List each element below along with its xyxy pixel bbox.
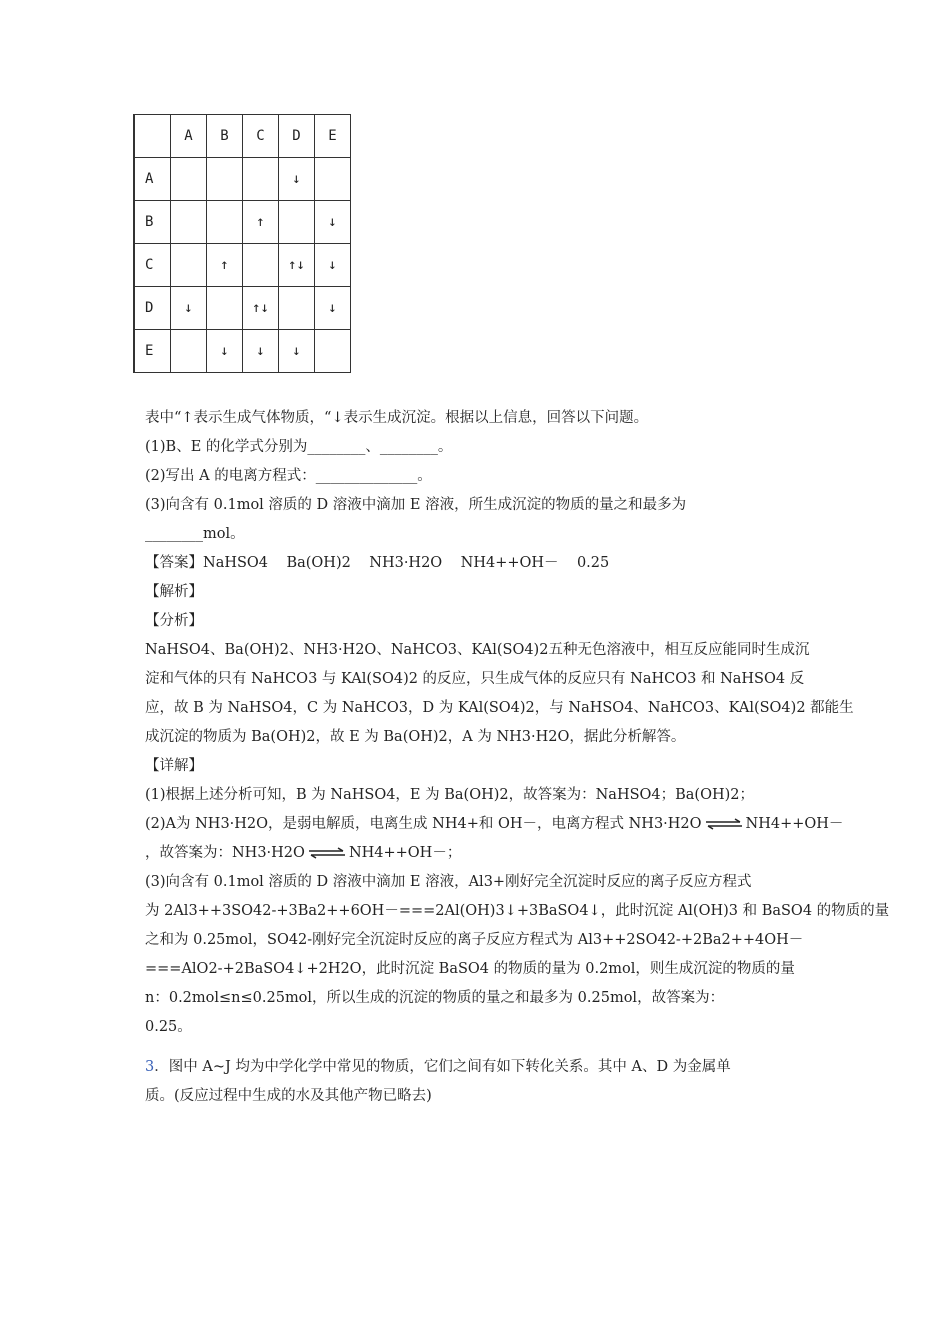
answer-label: 【答案】 <box>145 555 203 571</box>
answer-text: NaHSO4 Ba(OH)2 NH3·H2O NH4++OH－ 0.25 <box>203 555 610 571</box>
row-header: A <box>134 158 171 201</box>
table-cell: ↓ <box>315 287 351 330</box>
reaction-table <box>133 114 351 373</box>
question-number: 3 <box>145 1059 155 1075</box>
reasoning-line-2: 淀和气体的只有 NaHCO3 与 KAl(SO4)2 的反应，只生成气体的反应只有 NaHCO3 和 NaHSO4 反 <box>145 671 805 687</box>
row-header: B <box>134 201 171 244</box>
question-3 <box>145 1053 815 1111</box>
question-3-line-2: 质。(反应过程中生成的水及其他产物已略去) <box>145 1088 432 1104</box>
reasoning-line-1: NaHSO4、Ba(OH)2、NH3·H2O、NaHCO3、KAl(SO4)2五种无色溶液中，相互反应能同时生成沉 <box>145 642 810 658</box>
table-cell <box>315 330 351 373</box>
table-cell <box>207 201 243 244</box>
question-part-3: (3)向含有 0.1mol 溶质的 D 溶液中滴加 E 溶液，所生成沉淀的物质的量之和最多为 <box>145 497 687 513</box>
equilibrium-arrow-icon <box>704 818 744 830</box>
detail-line-3 <box>145 839 815 868</box>
detail-line-6: 之和为 0.25mol，SO42-刚好完全沉淀时反应的离子反应方程式为 Al3++2SO42-+2Ba2++4OH－ <box>145 932 804 948</box>
col-header-a: A <box>171 115 207 158</box>
question-part-2: (2)写出 A 的电离方程式：______________。 <box>145 468 432 484</box>
table-cell <box>171 330 207 373</box>
reasoning-line-4: 成沉淀的物质为 Ba(OH)2，故 E 为 Ba(OH)2，A 为 NH3·H2O，据此分析解答。 <box>145 729 686 745</box>
table-corner-cell <box>134 115 171 158</box>
detail-line-5: 为 2Al3++3SO42-+3Ba2++6OH－===2Al(OH)3↓+3BaSO4↓，此时沉淀 Al(OH)3 和 BaSO4 的物质的量 <box>145 903 890 919</box>
table-cell <box>279 287 315 330</box>
table-cell <box>171 158 207 201</box>
detail-line-8: n：0.2mol≤n≤0.25mol，所以生成的沉淀的物质的量之和最多为 0.25mol，故答案为： <box>145 990 725 1006</box>
table-cell <box>171 201 207 244</box>
detail-line-7: ===AlO2-+2BaSO4↓+2H2O，此时沉淀 BaSO4 的物质的量为 0.2mol，则生成沉淀的物质的量 <box>145 961 795 977</box>
row-header: D <box>134 287 171 330</box>
col-header-b: B <box>207 115 243 158</box>
question-part-3-blank: ________mol。 <box>145 526 245 542</box>
table-row <box>134 158 351 201</box>
col-header-d: D <box>279 115 315 158</box>
row-header: C <box>134 244 171 287</box>
table-cell <box>279 201 315 244</box>
detail-line-4: (3)向含有 0.1mol 溶质的 D 溶液中滴加 E 溶液，Al3+刚好完全沉淀时反应的离子反应方程式 <box>145 874 752 890</box>
table-cell: ↓ <box>243 330 279 373</box>
table-cell: ↓ <box>171 287 207 330</box>
detail-line-2-products: NH4++OH－ <box>745 816 844 832</box>
table-legend-text: 表中“↑表示生成气体物质，“↓表示生成沉淀。根据以上信息，回答以下问题。 <box>145 410 649 426</box>
detail-line-3-products: NH4++OH－； <box>348 845 462 861</box>
table-cell: ↑ <box>243 201 279 244</box>
col-header-e: E <box>315 115 351 158</box>
table-cell: ↓ <box>315 244 351 287</box>
table-row <box>134 201 351 244</box>
table-cell <box>243 244 279 287</box>
col-header-c: C <box>243 115 279 158</box>
table-cell: ↓ <box>279 158 315 201</box>
detail-line-3-text: ，故答案为：NH3·H2O <box>145 845 305 861</box>
table-cell: ↑ <box>207 244 243 287</box>
table-row <box>134 287 351 330</box>
table-header-row <box>134 115 351 158</box>
detail-heading: 【详解】 <box>145 758 203 774</box>
detail-line-2-text: (2)A为 NH3·H2O，是弱电解质，电离生成 NH4+和 OH－，电离方程式 NH3·H2O <box>145 816 702 832</box>
reasoning-heading: 【分析】 <box>145 613 203 629</box>
table-cell <box>207 158 243 201</box>
table-cell <box>207 287 243 330</box>
reasoning-line-3: 应，故 B 为 NaHSO4，C 为 NaHCO3，D 为 KAl(SO4)2，与 NaHSO4、NaHCO3、KAl(SO4)2 都能生 <box>145 700 854 716</box>
table-cell: ↑↓ <box>243 287 279 330</box>
table-cell: ↑↓ <box>279 244 315 287</box>
table-cell: ↓ <box>315 201 351 244</box>
table-cell: ↓ <box>207 330 243 373</box>
question-part-1: (1)B、E 的化学式分别为________、________。 <box>145 439 453 455</box>
row-header: E <box>134 330 171 373</box>
table-cell <box>315 158 351 201</box>
detail-line-9: 0.25。 <box>145 1019 192 1035</box>
detail-line-1: (1)根据上述分析可知，B 为 NaHSO4，E 为 Ba(OH)2，故答案为：NaHSO4；Ba(OH)2； <box>145 787 755 803</box>
equilibrium-arrow-icon <box>307 847 347 859</box>
table-row <box>134 330 351 373</box>
table-cell <box>171 244 207 287</box>
question-body <box>145 404 890 1042</box>
answer-line <box>145 549 815 578</box>
table-cell <box>243 158 279 201</box>
table-row <box>134 244 351 287</box>
question-3-line-1: ．图中 A~J 均为中学化学中常见的物质，它们之间有如下转化关系。其中 A、D 为金属单 <box>154 1059 731 1075</box>
detail-line-2 <box>145 810 844 839</box>
analysis-heading: 【解析】 <box>145 584 203 600</box>
table-cell: ↓ <box>279 330 315 373</box>
